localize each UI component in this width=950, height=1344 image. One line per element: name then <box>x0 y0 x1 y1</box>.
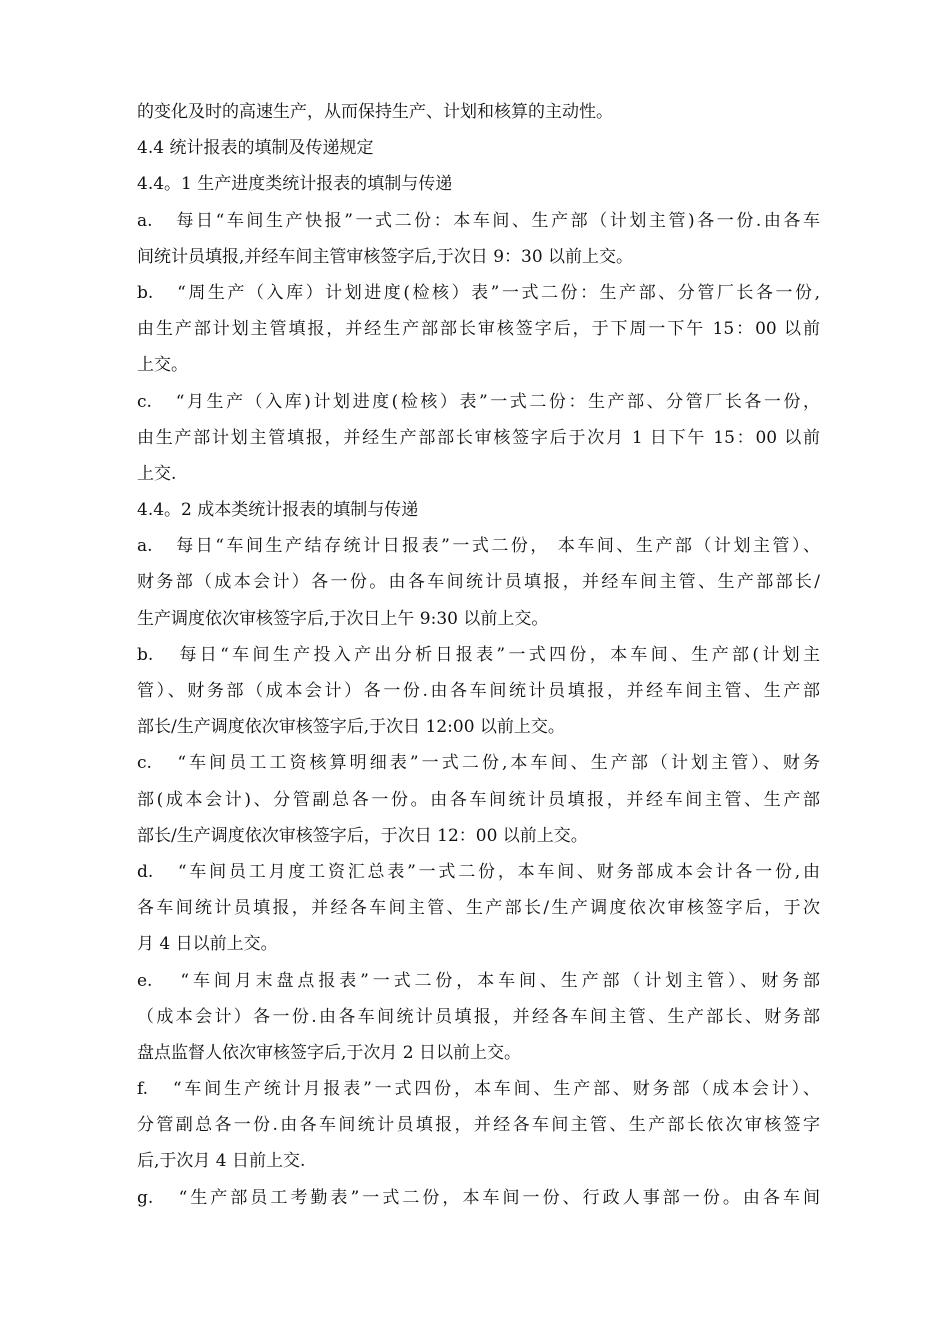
text-line: 4.4。1 生产进度类统计报表的填制与传递 <box>137 174 453 195</box>
text-line: g. “生产部员工考勤表”一式二份，本车间一份、行政人事部一份。由各车间 <box>137 1187 820 1208</box>
text-line: 上交。 <box>137 355 188 376</box>
text-line: 管）、财务部（成本会计）各一份.由各车间统计员填报，并经车间主管、生产部 <box>137 681 820 701</box>
text-line: 各车间统计员填报，并经各车间主管、生产部长/生产调度依次审核签字后，于次 <box>137 898 820 919</box>
text-line: 部(成本会计)、分管副总各一份。由各车间统计员填报，并经车间主管、生产部 <box>137 789 820 810</box>
text-line: e. “车间月末盘点报表”一式二份，本车间、生产部（计划主管）、财务部 <box>137 970 820 991</box>
text-line: a. 每日“车间生产结存统计日报表”一式二份， 本车间、生产部（计划主管）、 <box>137 536 820 557</box>
document-body <box>137 94 820 1216</box>
text-line: 分管副总各一份.由各车间统计员填报，并经各车间主管、生产部长依次审核签字 <box>137 1115 820 1136</box>
text-line: 4.4。2 成本类统计报表的填制与传递 <box>137 500 419 521</box>
text-line: 由生产部计划主管填报，并经生产部部长审核签字后于次月 1 日下午 15：00 以前 <box>137 427 820 448</box>
text-line: 4.4 统计报表的填制及传递规定 <box>137 138 374 159</box>
text-line: 后,于次月 4 日前上交. <box>137 1151 306 1172</box>
text-line: 月 4 日以前上交。 <box>137 934 278 955</box>
text-line: 盘点监督人依次审核签字后,于次月 2 日以前上交。 <box>137 1042 522 1063</box>
text-line: 部长/生产调度依次审核签字后，于次日 12：00 以前上交。 <box>137 825 588 846</box>
text-line: 部长/生产调度依次审核签字后,于次日 12:00 以前上交。 <box>137 717 565 738</box>
text-line: b. “周生产（入库）计划进度(检核）表”一式二份：生产部、分管厂长各一份, <box>137 282 820 303</box>
text-line: 生产调度依次审核签字后,于次日上午 9:30 以前上交。 <box>137 608 549 629</box>
text-line: 的变化及时的高速生产，从而保持生产、计划和核算的主动性。 <box>137 102 613 122</box>
text-line: 由生产部计划主管填报，并经生产部部长审核签字后，于下周一下午 15：00 以前 <box>137 319 820 340</box>
text-line: 财务部（成本会计）各一份。由各车间统计员填报，并经车间主管、生产部部长/ <box>137 572 820 593</box>
text-line: c. “月生产（入库)计划进度(检核）表”一式二份：生产部、分管厂长各一份， <box>137 391 820 412</box>
text-line: c. “车间员工工资核算明细表”一式二份,本车间、生产部（计划主管）、财务 <box>137 753 820 774</box>
text-line: a. 每日“车间生产快报”一式二份：本车间、生产部（计划主管)各一份.由各车 <box>137 210 820 231</box>
text-line: f. “车间生产统计月报表”一式四份，本车间、生产部、财务部（成本会计）、 <box>137 1079 820 1100</box>
text-line: 间统计员填报,并经车间主管审核签字后,于次日 9：30 以前上交。 <box>137 246 634 267</box>
text-line: 上交. <box>137 463 177 484</box>
text-line: （成本会计）各一份.由各车间统计员填报，并经各车间主管、生产部长、财务部 <box>137 1006 820 1027</box>
text-line: b. 每日“车间生产投入产出分析日报表”一式四份，本车间、生产部(计划主 <box>137 644 820 665</box>
text-line: d. “车间员工月度工资汇总表”一式二份，本车间、财务部成本会计各一份,由 <box>137 861 820 882</box>
